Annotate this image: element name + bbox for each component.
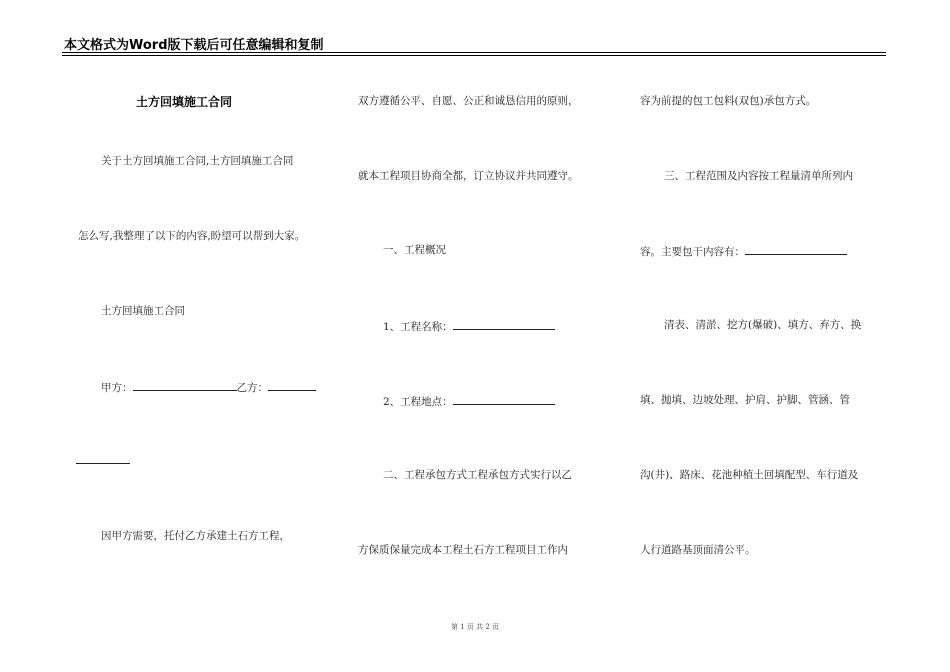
col2-project-location [383,393,555,409]
col2-line-6: 二、工程承包方式工程承包方式实行以乙 [383,469,572,481]
col2-project-name [383,318,555,334]
page-number: 第 1 页 共 2 页 [450,623,500,631]
col1-line-2: 怎么写,我整理了以下的内容,盼望可以帮到大家。 [78,230,306,242]
project-location-label: 2、工程地点： [383,396,453,408]
project-name-label: 1、工程名称： [383,321,453,333]
contract-items-blank [745,243,847,255]
document-title: 土方回填施工合同 [136,95,233,109]
col1-party-continuation [76,452,130,468]
col2-line-1: 双方遵循公平、自愿、公正和诚恳信用的原则， [358,95,579,107]
col1-line-5: 因甲方需要，托付乙方承建土石方工程， [101,530,290,542]
col2-line-3: 一、工程概况 [383,244,446,256]
document-header: 本文格式为Word版下载后可任意编辑和复制 [64,38,324,53]
col1-party-line [101,379,316,395]
col3-contract-items [640,243,847,259]
project-location-blank [453,393,555,405]
col3-line-2: 三、工程范围及内容按工程量清单所列内 [664,170,853,182]
col3-line-7: 人行道路基顶面清公平。 [640,544,756,556]
party-b-label: 乙方： [236,382,268,394]
col3-line-1: 容为前提的包工包料(双包)承包方式。 [640,95,817,107]
col1-line-1: 关于土方回填施工合同,土方回填施工合同 [101,155,294,167]
party-b-blank-continued [76,452,130,464]
header-rule-top [62,52,886,53]
col2-line-7: 方保质保量完成本工程土石方工程项目工作内 [358,544,568,556]
col3-line-6: 沟(井)、路床、花池种植土回填配型、车行道及 [640,469,859,481]
party-b-blank [268,379,316,391]
party-a-label: 甲方： [101,382,133,394]
header-rule-bottom [62,55,886,56]
contract-items-label: 容。主要包干内容有： [640,246,745,258]
col1-line-3: 土方回填施工合同 [101,305,185,317]
project-name-blank [453,318,555,330]
col3-line-5: 填、抛填、边坡处理、护肩、护脚、管涵、管 [640,394,850,406]
col3-line-4: 清表、清淤、挖方(爆破)、填方、弃方、换 [664,319,862,331]
party-a-blank [133,379,237,391]
col2-line-2: 就本工程项目协商全都，订立协议并共同遵守。 [358,170,579,182]
